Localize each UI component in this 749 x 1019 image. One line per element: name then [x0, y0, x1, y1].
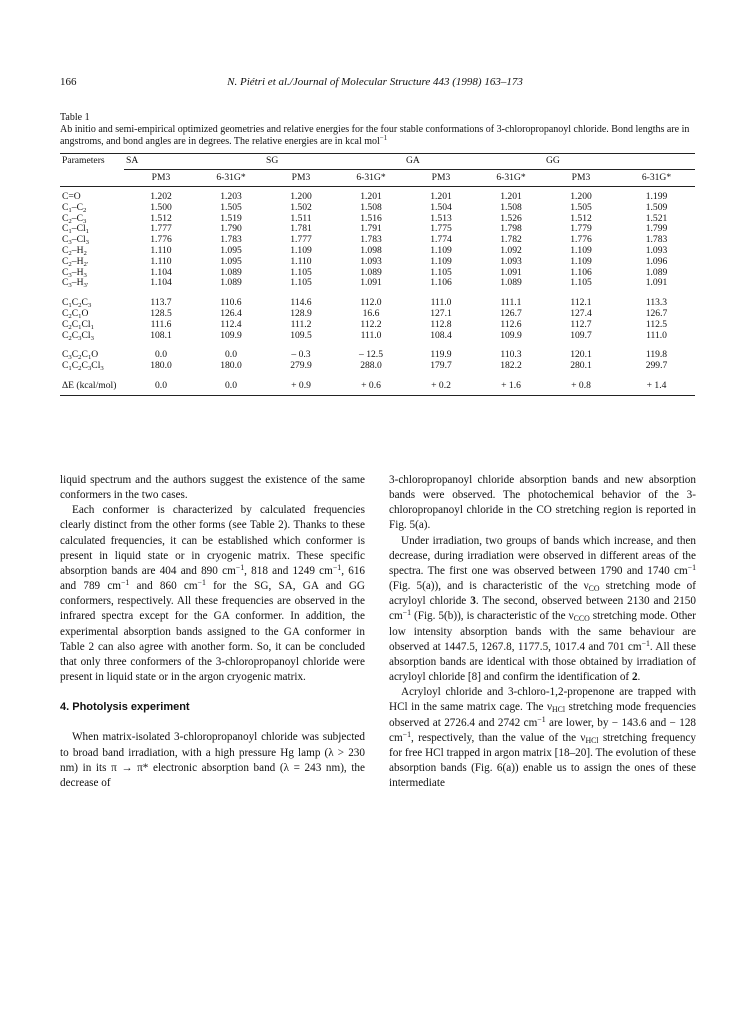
superscript: −1 [402, 729, 412, 739]
text-run: (Fig. 5(a)), and is characteristic of the ν [389, 580, 589, 593]
value-cell: 0.0 [124, 381, 198, 395]
value-cell: 1.105 [290, 266, 312, 278]
text-run: Acryloyl chloride and 3-chloro-1,2-propenone are trapped with HCl in the same matrix cage. The ν [389, 686, 696, 714]
parameter-subscript: 3 [68, 282, 72, 290]
value-cell: 1.110 [150, 255, 172, 267]
value-cell: 1.091 [500, 266, 522, 278]
parameter-subscript: 2 [68, 249, 72, 257]
superscript: −1 [235, 562, 245, 572]
parameter-subscript: 3 [85, 239, 89, 247]
value-cell: 108.1 [150, 329, 172, 341]
value-cell: 1.781 [290, 223, 312, 235]
compound-number: 2 [631, 671, 638, 684]
value-cell: 1.777 [150, 223, 172, 235]
value-cell: 1.512 [570, 212, 592, 224]
parameter-text: –H [71, 266, 84, 278]
value-cell: 1.512 [150, 212, 172, 224]
parameter-text: Cl [81, 318, 91, 330]
parameter-subscript: 3 [87, 365, 92, 373]
paragraph: 3-chloropropanoyl chloride absorption bands and new absorption bands were observed. The photochemical behavior of the 3-chloropropanoyl chloride in the CO stretching region is reported in Fig. 5(a). [389, 474, 696, 532]
value-cell: 112.1 [570, 297, 592, 309]
parameter-text: C [62, 329, 69, 341]
value-cell: 110.3 [500, 349, 522, 361]
parameter-subscript: 3 [68, 239, 72, 247]
parameter-subscript: 3 [68, 354, 72, 362]
value-cell: 126.7 [645, 307, 668, 319]
value-cell: 110.6 [220, 297, 242, 309]
value-cell: 111.2 [290, 318, 312, 330]
value-cell: 112.6 [500, 318, 522, 330]
value-cell: 109.9 [220, 329, 242, 341]
value-cell: 111.0 [360, 329, 382, 341]
value-cell: 1.500 [150, 201, 172, 213]
parameter-cell [60, 224, 124, 235]
paragraph [60, 503, 365, 685]
value-cell: 279.9 [290, 360, 312, 372]
parameter-text: C [71, 360, 79, 372]
value-cell: 1.095 [220, 244, 242, 256]
value-cell: 1.109 [430, 244, 452, 256]
table-label: Table 1 [60, 112, 90, 123]
parameter-text: C [62, 297, 69, 309]
value-cell: 113.3 [645, 297, 668, 309]
paragraph: liquid spectrum and the authors suggest the existence of the same conformers in the two cases. [60, 474, 365, 502]
value-cell: 1.201 [360, 191, 382, 202]
value-cell: 1.105 [290, 277, 312, 289]
parameter-text: C [62, 212, 69, 224]
value-cell: 1.502 [290, 201, 312, 213]
value-cell: 1.096 [645, 255, 668, 267]
group-header-sg: SG [264, 154, 404, 170]
parameter-text: C [62, 360, 69, 372]
value-cell: 111.6 [150, 318, 172, 330]
table-body [60, 187, 695, 396]
parameter-subscript: 3 [83, 271, 87, 279]
subscript: CCO [573, 614, 590, 624]
paragraph [389, 534, 696, 686]
parameter-subscript: 2 [78, 302, 82, 310]
value-cell: 0.0 [155, 349, 167, 361]
value-cell: 1.089 [220, 266, 242, 278]
parameter-subscript: 2 [68, 323, 72, 331]
value-cell: 1.093 [500, 255, 522, 267]
value-cell: 299.7 [645, 360, 668, 372]
header-spacer [60, 170, 124, 187]
value-cell: 1.089 [645, 266, 668, 278]
group-header-ga: GA [404, 154, 544, 170]
value-cell: 1.511 [290, 212, 312, 224]
text-run: for the SG, SA, GA and GG conformers, respectively. All these frequencies are observed in the infrared spectra except for the GA conformer. In addition, the experimental absorption bands assigned to the GA conformer in Table 2 can also agree with another form. So, it can be concluded that only three conformers of the 3-chloropropanoyl chloride were present in liquid state or in the argon cryogenic matrix. [60, 580, 365, 684]
value-cell: 1.779 [570, 223, 592, 235]
method-header: 6-31G* [618, 170, 695, 187]
value-cell: 1.105 [570, 277, 592, 289]
superscript: −1 [641, 638, 650, 648]
parameter-cell [60, 214, 124, 225]
value-cell: 1.110 [290, 255, 312, 267]
table-caption-text: Ab initio and semi-empirical optimized geometries and relative energies for the four stable conformations of 3-chloropropanoyl chloride. Bond lengths are in angstroms, and bond angles are in degrees. The relative energies are in kcal mol [60, 124, 690, 147]
parameter-cell [60, 320, 124, 331]
table-header-groups [60, 154, 695, 170]
value-cell: 1.109 [290, 244, 312, 256]
value-cell: 1.799 [645, 223, 668, 235]
value-cell: 1.776 [570, 234, 592, 246]
subscript: CO [588, 584, 600, 594]
text-run: , 818 and 1249 cm [244, 564, 333, 577]
parameter-text: –C [71, 212, 83, 224]
text-run: Each conformer is characterized by calculated frequencies clearly distinct from the other forms (see Table 2). Thanks to these calculated frequencies, it can be established which conformer is present in liquid state or in cryogenic matrix. These specific absorption bands are 404 and 890 cm [60, 504, 365, 577]
value-cell: 127.1 [430, 307, 452, 319]
parameter-text: Cl [91, 360, 101, 372]
method-header: PM3 [544, 170, 618, 187]
value-cell: 108.4 [430, 329, 452, 341]
parameter-cell [60, 361, 124, 372]
value-cell: 1.200 [290, 191, 312, 202]
value-cell: 1.106 [430, 277, 452, 289]
parameter-cell [60, 235, 124, 246]
value-cell: 109.9 [500, 329, 522, 341]
table-row [60, 203, 695, 214]
text-run: (Fig. 5(b)), is characteristic of the ν [411, 610, 574, 623]
parameter-text: C [81, 349, 88, 361]
value-cell: 182.2 [500, 360, 522, 372]
value-cell: 112.2 [360, 318, 382, 330]
value-cell: 1.105 [430, 266, 452, 278]
superscript: −1 [121, 578, 130, 588]
value-cell: 111.0 [646, 329, 667, 341]
parameter-text: –Cl [71, 223, 86, 235]
value-cell: 0.0 [198, 381, 264, 395]
table-row [60, 320, 695, 331]
value-cell: 112.5 [645, 318, 668, 330]
parameter-subscript: 2 [82, 206, 87, 214]
value-cell: 127.4 [570, 307, 592, 319]
superscript: −1 [537, 714, 546, 724]
value-cell: 16.6 [362, 307, 380, 319]
parameter-text: C [81, 360, 88, 372]
value-cell: + 0.9 [264, 381, 338, 395]
method-header: PM3 [404, 170, 478, 187]
parameter-text: C=O [62, 191, 81, 202]
parameter-text: –H [71, 277, 84, 289]
value-cell: 128.9 [290, 307, 312, 319]
caption-superscript: −1 [379, 134, 388, 142]
value-cell: 1.093 [645, 244, 668, 256]
value-cell: 1.783 [645, 234, 668, 246]
value-cell: 112.7 [570, 318, 592, 330]
value-cell: 113.7 [150, 297, 172, 309]
table-caption [60, 112, 695, 148]
page-number: 166 [60, 76, 77, 88]
text-run: . [637, 671, 641, 684]
parameter-text: C [62, 244, 69, 256]
value-cell: 128.5 [150, 307, 172, 319]
method-header: 6-31G* [198, 170, 264, 187]
parameter-cell [60, 257, 124, 268]
table-row [60, 278, 695, 289]
parameter-cell [60, 268, 124, 279]
value-cell: 1.509 [645, 201, 668, 213]
value-cell: 1.776 [150, 234, 172, 246]
value-cell: + 0.8 [544, 381, 618, 395]
parameter-text: O [81, 307, 89, 319]
paragraph: When matrix-isolated 3-chloropropanoyl chloride was subjected to broad band irradiation, with a high pressure Hg lamp (λ > 230 nm) in its π → π* electronic absorption band (λ = 243 nm), the decrease of [60, 731, 365, 789]
value-cell: 111.1 [500, 297, 522, 309]
value-cell: 1.798 [500, 223, 522, 235]
group-header-gg: GG [544, 154, 695, 170]
parameter-text: ΔE (kcal/mol) [62, 379, 117, 391]
value-cell: 112.8 [430, 318, 452, 330]
value-cell: 1.505 [220, 201, 242, 213]
value-cell: 1.202 [150, 191, 172, 202]
value-cell: – 0.3 [291, 349, 311, 361]
value-cell: 109.7 [570, 329, 592, 341]
table-row [60, 361, 695, 372]
value-cell: 1.104 [150, 277, 172, 289]
value-cell: 1.091 [360, 277, 382, 289]
left-column [60, 473, 365, 791]
parameter-text: –Cl [71, 234, 86, 246]
value-cell: 1.201 [500, 191, 522, 202]
parameter-subscript: 3 [87, 302, 92, 310]
method-header: PM3 [124, 170, 198, 187]
table-row [60, 331, 695, 342]
parameter-cell [60, 203, 124, 214]
parameter-text: C [62, 307, 69, 319]
parameter-subscript: 2' [83, 260, 89, 268]
value-cell: 126.7 [500, 307, 522, 319]
parameter-subscript: 2 [68, 312, 72, 320]
parameter-subscript: 2 [78, 354, 82, 362]
parameter-subscript: 3 [68, 271, 72, 279]
parameter-cell [60, 278, 124, 289]
parameter-cell [60, 246, 124, 257]
value-cell: 1.106 [570, 266, 592, 278]
value-cell: 1.505 [570, 201, 592, 213]
table-row [60, 257, 695, 268]
table-row [60, 381, 695, 395]
value-cell: 1.203 [220, 191, 242, 202]
text-run: Under irradiation, two groups of bands which increase, and then decrease, during irradiation were observed in different areas of the spectra. The first one was observed between 1790 and 1740 cm [389, 534, 696, 577]
table-header-methods [60, 170, 695, 187]
subscript: HCl [585, 735, 599, 745]
value-cell: + 0.2 [404, 381, 478, 395]
parameter-text: C [62, 201, 69, 213]
superscript: −1 [687, 562, 696, 572]
value-cell: 112.0 [360, 297, 382, 309]
compound-number: 3 [470, 595, 476, 608]
value-cell: 120.1 [570, 349, 592, 361]
parameter-subscript: 1 [90, 323, 94, 331]
text-run: stretching mode. Other low intensity absorption bands with the same behaviour are observed at 1447.5, 1267.8, 1177.5, 1017.4 and 701 cm [389, 610, 696, 653]
value-cell: 1.783 [220, 234, 242, 246]
value-cell: 126.4 [220, 307, 242, 319]
parameter-subscript: 1 [85, 228, 89, 236]
parameter-subscript: 1 [68, 228, 72, 236]
parameter-subscript: 1 [78, 323, 82, 331]
text-run: and 860 cm [129, 580, 198, 593]
parameter-text: C [62, 318, 69, 330]
parameter-subscript: 2 [78, 365, 82, 373]
value-cell: 280.1 [570, 360, 592, 372]
parameter-text: C [62, 349, 69, 361]
parameter-text: C [62, 266, 69, 278]
value-cell: 1.774 [430, 234, 452, 246]
value-cell: 111.0 [430, 297, 452, 309]
value-cell: 1.790 [220, 223, 242, 235]
value-cell: 1.110 [150, 244, 172, 256]
superscript: −1 [197, 578, 206, 588]
parameter-subscript: 3 [100, 365, 104, 373]
value-cell: 0.0 [225, 349, 237, 361]
parameter-subscript: 3' [83, 282, 89, 290]
value-cell: 109.5 [290, 329, 312, 341]
value-cell: 1.513 [430, 212, 452, 224]
method-header: 6-31G* [338, 170, 404, 187]
value-cell: 1.098 [360, 244, 382, 256]
value-cell: 1.089 [360, 266, 382, 278]
value-cell: 1.521 [645, 212, 668, 224]
value-cell: 1.091 [645, 277, 668, 289]
parameter-subscript: 2 [68, 260, 72, 268]
text-run: stretching frequency for free HCl trapped in argon matrix [18–20]. The evolution of these absorption bands (Fig. 6(a)) enable us to assign the ones of these intermediate [389, 731, 696, 790]
value-cell: 1.777 [290, 234, 312, 246]
value-cell: 1.093 [360, 255, 382, 267]
superscript: −1 [402, 608, 412, 618]
superscript: −1 [332, 562, 342, 572]
parameter-text: C [62, 255, 69, 267]
parameter-subscript: 3 [90, 334, 94, 342]
value-cell: 1.200 [570, 191, 592, 202]
subscript: HCl [552, 705, 566, 715]
parameter-subscript: 1 [87, 354, 92, 362]
parameter-subscript: 2 [83, 249, 87, 257]
value-cell: 1.519 [220, 212, 242, 224]
parameter-subscript: 1 [68, 302, 72, 310]
value-cell: + 1.4 [618, 381, 695, 395]
value-cell: 180.0 [150, 360, 172, 372]
value-cell: 1.791 [360, 223, 382, 235]
method-header: PM3 [264, 170, 338, 187]
value-cell: 112.4 [220, 318, 242, 330]
parameter-text: –C [71, 201, 83, 213]
value-cell: 1.199 [645, 191, 668, 202]
value-cell: – 12.5 [359, 349, 383, 361]
right-column [389, 473, 696, 791]
value-cell: 114.6 [290, 297, 312, 309]
value-cell: 1.201 [430, 191, 452, 202]
value-cell: 1.508 [360, 201, 382, 213]
parameter-subscript: 1 [68, 206, 72, 214]
value-cell: 180.0 [220, 360, 242, 372]
section-heading: 4. Photolysis experiment [60, 701, 190, 714]
paragraph [389, 685, 696, 791]
parameter-cell [60, 331, 124, 342]
parameter-text: Cl [81, 329, 91, 341]
value-cell: 1.104 [150, 266, 172, 278]
parameter-subscript: 2 [68, 217, 72, 225]
value-cell: 1.089 [500, 277, 522, 289]
parameter-subscript: 3 [82, 217, 87, 225]
text-run: stretching mode of acryloyl chloride [389, 580, 697, 608]
text-run: , respectively, than the value of the ν [411, 731, 586, 744]
value-cell: 1.095 [220, 255, 242, 267]
text-run: . The second, observed between 2130 and 2150 cm [389, 595, 696, 623]
group-header-sa: SA [124, 154, 264, 170]
value-cell: 1.504 [430, 201, 452, 213]
parameter-text: C [62, 223, 69, 235]
value-cell: 1.782 [500, 234, 522, 246]
value-cell: 1.089 [220, 277, 242, 289]
value-cell: 288.0 [360, 360, 382, 372]
parameter-text: C [71, 329, 79, 341]
parameter-text: C [81, 297, 88, 309]
parameter-text: C [71, 307, 79, 319]
parameter-text: C [62, 277, 69, 289]
value-cell: 1.516 [360, 212, 382, 224]
parameter-text: C [71, 349, 79, 361]
parameters-header: Parameters [60, 154, 124, 170]
parameter-text: –H [71, 244, 84, 256]
text-run: are lower, by − 143.6 and − 128 cm [389, 716, 697, 744]
value-cell: 1.775 [430, 223, 452, 235]
parameter-text: C [62, 234, 69, 246]
value-cell: 1.526 [500, 212, 522, 224]
value-cell: 119.8 [645, 349, 668, 361]
value-cell: 1.109 [570, 255, 592, 267]
parameter-subscript: 3 [78, 334, 82, 342]
parameter-text: C [71, 297, 79, 309]
parameter-cell [60, 298, 124, 309]
parameter-text: –H [71, 255, 84, 267]
parameter-cell [60, 309, 124, 320]
table-row [60, 187, 695, 203]
parameter-text: O [91, 349, 99, 361]
value-cell: 1.109 [430, 255, 452, 267]
text-run: . All these absorption bands are identical with those obtained by irradiation of acryloyl chloride [8] and confirm the identification of [389, 640, 696, 684]
method-header: 6-31G* [478, 170, 544, 187]
parameter-subscript: 2 [68, 334, 72, 342]
value-cell: 1.092 [500, 244, 522, 256]
value-cell: + 0.6 [338, 381, 404, 395]
value-cell: 1.508 [500, 201, 522, 213]
value-cell: + 1.6 [478, 381, 544, 395]
value-cell: 1.783 [360, 234, 382, 246]
value-cell: 1.109 [570, 244, 592, 256]
text-run: , 616 and 789 cm [60, 564, 365, 593]
parameter-text: C [71, 318, 79, 330]
geometry-table [60, 153, 695, 396]
value-cell: 179.7 [430, 360, 452, 372]
journal-reference: N. Piétri et al./Journal of Molecular Structure 443 (1998) 163–173 [227, 76, 523, 88]
value-cell: 119.9 [430, 349, 452, 361]
parameter-subscript: 1 [68, 365, 72, 373]
parameter-cell [60, 381, 124, 395]
parameter-subscript: 1 [78, 312, 82, 320]
text-run: stretching mode frequencies observed at 2726.4 and 2742 cm [389, 701, 697, 729]
parameter-cell [60, 187, 124, 203]
